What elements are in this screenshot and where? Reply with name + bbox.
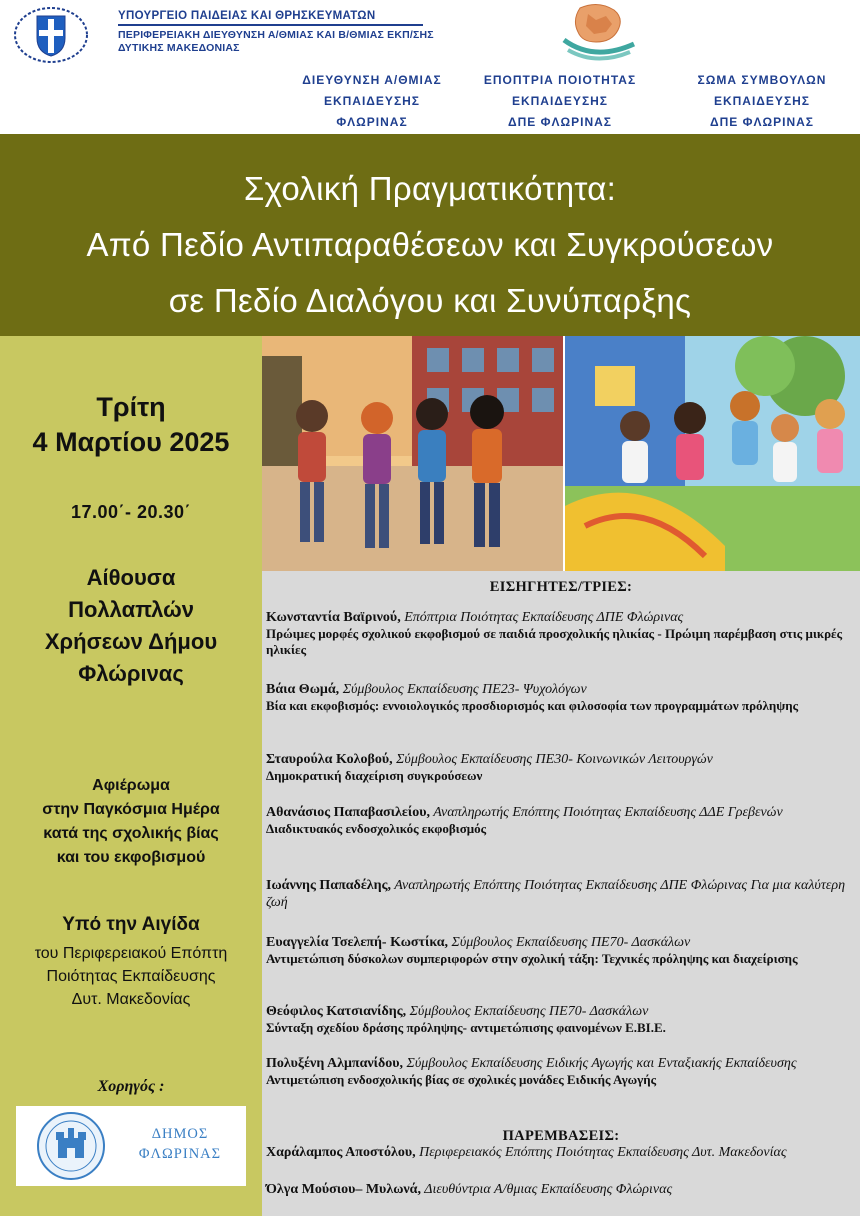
speaker-role: Αναπληρωτής Επόπτης Ποιότητας Εκπαίδευσης ΔΔΕ Γρεβενών — [429, 805, 783, 820]
speaker-role: Σύμβουλος Εκπαίδευσης ΠΕ70- Δασκάλων — [406, 1004, 649, 1019]
event-time: 17.00΄- 20.30΄ — [70, 502, 192, 522]
speaker-role: Σύμβουλος Εκπαίδευσης ΠΕ30- Κοινωνικών Λειτουργών — [392, 752, 713, 767]
speaker-role: Σύμβουλος Εκπαίδευσης ΠΕ70- Δασκάλων — [448, 935, 691, 950]
sponsor-logo — [16, 1106, 246, 1186]
speaker-name: Πολυξένη Αλμπανίδου, — [266, 1056, 404, 1071]
speaker-role: Αναπληρωτής Επόπτης Ποιότητας Εκπαίδευσης ΔΠΕ Φλώρινας Για μια καλύτερη ζωή — [266, 878, 846, 910]
page-title-line1: Σχολική Πραγματικότητα: — [243, 170, 617, 207]
intervention-entry — [266, 1144, 858, 1161]
speakers-panel — [262, 571, 860, 1216]
speaker-entry — [266, 751, 858, 784]
title-band — [0, 134, 860, 336]
speaker-entry — [266, 609, 858, 658]
page-title-line2: Από Πεδίο Αντιπαραθέσεων και Συγκρούσεων — [86, 226, 774, 263]
sponsor-name-line2: ΦΛΩΡΙΝΑΣ — [138, 1146, 222, 1162]
intervention-role: Περιφερειακός Επόπτης Ποιότητας Εκπαίδευσης Δυτ. Μακεδονίας — [415, 1145, 787, 1160]
speakers-heading: ΕΙΣΗΓΗΤΕΣ/ΤΡΙΕΣ: — [489, 579, 633, 595]
event-dedication: Αφιέρωμα στην Παγκόσμια Ημέρα κατά της σχολικής βίας και του εκφοβισμού — [42, 777, 220, 866]
event-day: Τρίτη — [96, 392, 166, 422]
sponsor-label: Χορηγός : — [97, 1078, 165, 1095]
ministry-title: ΥΠΟΥΡΓΕΙΟ ΠΑΙΔΕΙΑΣ ΚΑΙ ΘΡΗΣΚΕΥΜΑΤΩΝ — [118, 10, 376, 22]
speaker-topic: Πρώιμες μορφές σχολικού εκφοβισμού σε παιδιά προσχολικής ηλικίας - Πρώιμη παρέμβαση στις μικρές ηλικίες — [266, 626, 843, 657]
event-date: 4 Μαρτίου 2025 — [32, 427, 230, 457]
speaker-entry — [266, 804, 858, 837]
speaker-topic: Δημοκρατική διαχείριση συγκρούσεων — [266, 768, 483, 783]
speaker-name: Κωνσταντία Βαϊρινού, — [266, 610, 401, 625]
header — [0, 0, 860, 134]
department-quality-supervisor: ΕΠΟΠΤΡΙΑ ΠΟΙΟΤΗΤΑΣ ΕΚΠΑΙΔΕΥΣΗΣ ΔΠΕ ΦΛΩΡΙΝΑΣ — [483, 73, 637, 129]
aegis-title: Υπό την Αιγίδα — [62, 914, 200, 935]
regional-logo-icon — [558, 0, 640, 66]
greek-coat-of-arms-icon — [12, 6, 90, 64]
municipality-seal-icon — [34, 1110, 108, 1182]
speaker-entry — [266, 681, 858, 714]
speaker-name: Θεόφιλος Κατσιανίδης, — [266, 1004, 407, 1019]
children-arguing-illustration — [262, 336, 563, 571]
speaker-entry — [266, 1003, 858, 1036]
speaker-topic: Αντιμετώπιση ενδοσχολικής βίας σε σχολικές μονάδες Ειδικής Αγωγής — [266, 1072, 657, 1087]
event-info-panel — [0, 336, 262, 1216]
speaker-topic: Διαδικτυακός ενδοσχολικός εκφοβισμός — [266, 821, 487, 836]
speaker-entry — [266, 934, 858, 967]
speaker-topic: Αντιμετώπιση δύσκολων συμπεριφορών στην σχολική τάξη: Τεχνικές πρόληψης και διαχείρισης — [266, 951, 798, 966]
department-advisors-body: ΣΩΜΑ ΣΥΜΒΟΥΛΩΝ ΕΚΠΑΙΔΕΥΣΗΣ ΔΠΕ ΦΛΩΡΙΝΑΣ — [697, 73, 827, 129]
speaker-name: Αθανάσιος Παπαβασιλείου, — [266, 805, 430, 820]
speaker-entry — [266, 877, 858, 911]
speaker-name: Ευαγγελία Τσελεπή- Κωστίκα, — [266, 935, 449, 950]
speaker-name: Σταυρούλα Κολοβού, — [266, 752, 393, 767]
speaker-topic: Βία και εκφοβισμός: εννοιολογικός προσδιορισμός και φιλοσοφία των προγραμμάτων πρόληψης — [266, 698, 799, 713]
speaker-role: Επόπτρια Ποιότητας Εκπαίδευσης ΔΠΕ Φλώρινας — [400, 610, 684, 625]
harmony-illustration — [565, 336, 860, 571]
sponsor-name-line1: ΔΗΜΟΣ — [151, 1126, 209, 1142]
conflict-illustration — [262, 336, 563, 571]
intervention-name: Χαράλαμπος Αποστόλου, — [266, 1145, 416, 1160]
intervention-name: Όλγα Μούσιου– Μυλωνά, — [266, 1182, 421, 1197]
speaker-name: Ιωάννης Παπαδέλης, — [266, 878, 392, 893]
regional-directorate-line2: ΔΥΤΙΚΗΣ ΜΑΚΕΔΟΝΙΑΣ — [118, 42, 240, 54]
speaker-name: Βάια Θωμά, — [266, 682, 340, 697]
interventions-heading: ΠΑΡΕΜΒΑΣΕΙΣ: — [502, 1128, 620, 1144]
speaker-topic: Σύνταξη σχεδίου δράσης πρόληψης- αντιμετώπισης φαινομένων Ε.ΒΙ.Ε. — [266, 1020, 666, 1035]
intervention-entry — [266, 1181, 858, 1198]
aegis-body: του Περιφερειακού Επόπτη Ποιότητας Εκπαίδευσης Δυτ. Μακεδονίας — [34, 945, 228, 1008]
ministry-divider — [118, 24, 423, 26]
event-venue: Αίθουσα Πολλαπλών Χρήσεων Δήμου Φλώρινας — [44, 565, 218, 686]
children-playing-illustration — [565, 336, 860, 571]
speaker-entry — [266, 1055, 858, 1088]
page-title-line3: σε Πεδίο Διαλόγου και Συνύπαρξης — [168, 282, 692, 319]
regional-directorate-line1: ΠΕΡΙΦΕΡΕΙΑΚΗ ΔΙΕΥΘΥΝΣΗ Α/ΘΜΙΑΣ ΚΑΙ Β/ΘΜΙΑΣ ΕΚΠ/ΣΗΣ — [118, 29, 434, 41]
speaker-role: Σύμβουλος Εκπαίδευσης ΠΕ23- Ψυχολόγων — [339, 682, 587, 697]
speaker-role: Σύμβουλος Εκπαίδευσης Ειδικής Αγωγής και Ενταξιακής Εκπαίδευσης — [403, 1056, 797, 1071]
department-primary-education: ΔΙΕΥΘΥΝΣΗ Α/ΘΜΙΑΣ ΕΚΠΑΙΔΕΥΣΗΣ ΦΛΩΡΙΝΑΣ — [302, 73, 442, 129]
intervention-role: Διευθύντρια Α/θμιας Εκπαίδευσης Φλώρινας — [421, 1182, 673, 1197]
